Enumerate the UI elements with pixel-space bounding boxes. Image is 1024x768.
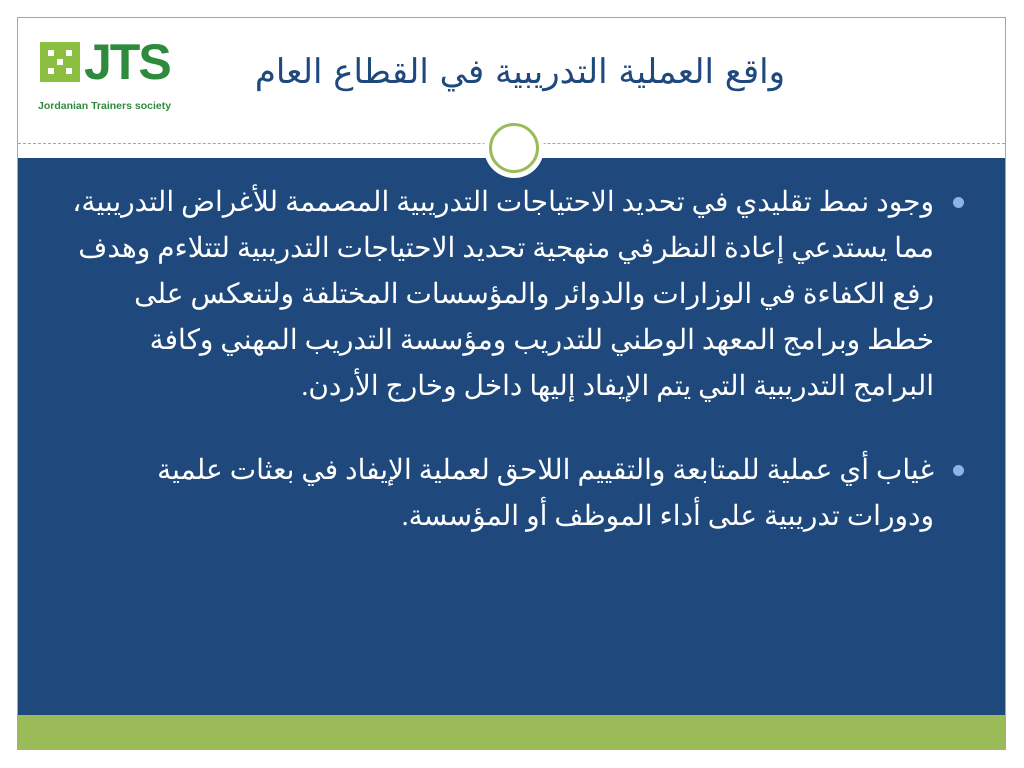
ornament-ring <box>489 123 539 173</box>
slide-title: واقع العملية التدريبية في القطاع العام <box>254 52 785 92</box>
logo <box>38 34 172 120</box>
bullet-item <box>66 448 966 540</box>
bullet-dot-icon <box>953 197 964 208</box>
bullet-text: غياب أي عملية للمتابعة والتقييم اللاحق لعملية الإيفاد في بعثات علمية ودورات تدريبية على أداء الموظف أو المؤسسة. <box>157 455 934 532</box>
logo-subtitle: Jordanian Trainers society <box>38 100 172 112</box>
jts-logo-icon <box>38 40 82 84</box>
bullet-dot-icon <box>953 465 964 476</box>
circle-ornament-icon <box>484 118 544 178</box>
footer-bar <box>18 715 1005 749</box>
logo-text: JTS <box>84 34 170 90</box>
bullet-list <box>66 180 966 578</box>
slide <box>17 17 1006 750</box>
bullet-text: وجود نمط تقليدي في تحديد الاحتياجات التدريبية المصممة للأغراض التدريبية، مما يستدعي إعادة النظرفي منهجية تحديد الاحتياجات التدريبية لتتلاءم وهدف رفع الكفاءة في الوزارات والدوائر والمؤسسات المختلفة ولتنعكس على خطط وبرامج المعهد الوطني للتدريب ومؤسسة التدريب المهني وكافة البرامج التدريبية التي يتم الإيفاد إليها داخل وخارج الأردن. <box>72 187 934 402</box>
bullet-item <box>66 180 966 410</box>
